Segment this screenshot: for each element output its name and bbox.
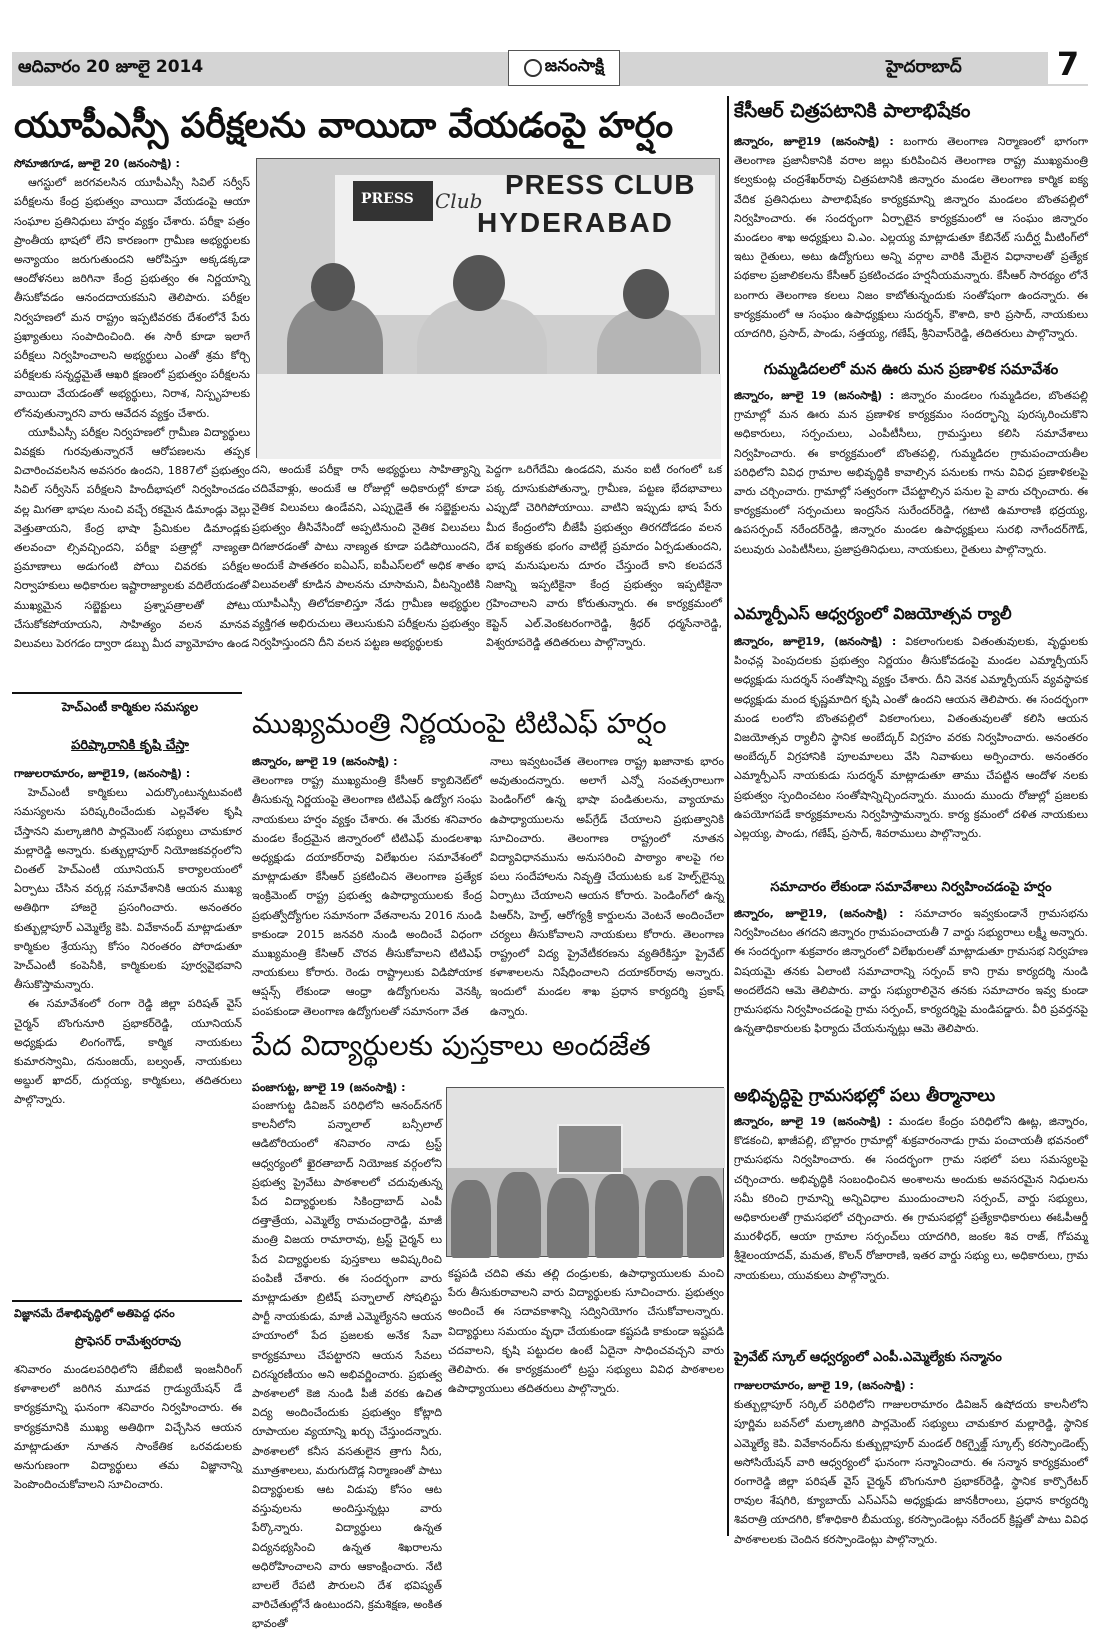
story-upsc-col1: [14, 154, 250, 706]
headline-gramasabha: అభివృద్ధిపై గ్రామసభల్లో పలు తీర్మానాలు: [734, 1086, 996, 1106]
story-gramasabha-body: [734, 1112, 1088, 1342]
story-kcr-body: [734, 132, 1088, 346]
person-figure: [645, 1180, 683, 1258]
issue-date: ఆదివారం 20 జూలై 2014: [18, 57, 204, 77]
headline-hmt: పరిష్కారానికి కృషి చేస్తా: [71, 738, 189, 753]
body-text: [734, 904, 1088, 1038]
body-text: జిన్నారం మండలం గుమ్మడిదల, బొంతపల్లి గ్రామాల్లో మన ఊరు మన ప్రణాళిక కార్యక్రమం సందర్భాన్ని పురస్కరించుకొని అధికారులు, సర్పంచులు, ఎంపీటీసీలు, గ్రామస్తులు కలిసి సమావేశాలు నిర్వహించారు. ఈ కార్యక్రమంలో బొంతపల్లి, గుమ్మడిదల గ్రామపంచాయతీల పరిధిలోని వివిధ గ్రామాల అభివృద్ధికి కావాల్సిన పనులకు గాను వివిధ ప్రణాళికలపై వారు చర్చించారు. గ్రామాల్లో సత్వరంగా చేపట్టాల్సిన పనుల పై వారు చర్చించారు. ఈ కార్యక్రమంలో సర్పంచులు ఇంద్రసేన సురేందర్‌రెడ్డి, గటాటి ఉమారాణి భద్రయ్య, ఉపసర్పంచ్ నరేందర్‌రెడ్డి, జిన్నారం మండల ఉపాధ్యక్షులు సురభి నాగేందర్‌గౌడ్, పలువురు ఎంపిటీసీలు, ప్రజాప్రతినిధులు, నాయకులు, రైతులు పాల్గొన్నారు.: [734, 389, 1088, 556]
book-distribution-photo: [446, 1087, 724, 1257]
story-samachara-body: [734, 904, 1088, 1080]
person-head: [453, 255, 505, 311]
headline-vignana: ప్రొఫెసర్ రామేశ్వరరావు: [75, 1334, 181, 1348]
dateline: గాజులరామారం, జూలై 19, (జనంసాక్షి) :: [734, 1379, 914, 1392]
story-vignana-body: శనివారం మండలపరిధిలోని జేబీఐటీ ఇంజనీరింగ్ కళాశాలలో జరిగిన మూడవ గ్రాడ్యుయేషన్ డే కార్యక్రమాన్ని ఘనంగా శనివారం నిర్వహించారు. ఈ కార్యక్రమానికి ముఖ్య అతిథిగా విచ్చేసిన ఆయన మాట్లాడుతూ నూతన సాంకేతిక ఒరవడులకు అనుగుణంగా విద్యార్థులు తమ విజ్ఞానాన్ని పెంపొందించుకోవాలని సూచించారు.: [14, 1363, 242, 1492]
body-text: తెలంగాణ రాష్ట్ర ముఖ్యమంత్రి కేసీఆర్ క్యాబినెట్‌లో తీసుకున్న నిర్ణయంపై తెలంగాణ టిటిఎఫ్ ఉద్యోగ సంఘ నాయకులు హర్షం వ్యక్తం చేశారు. ఈ మేరకు శనివారం మండల కేంద్రమైన జిన్నారంలో టిటిఎఫ్ మండలశాఖ అధ్యక్షుడు దయాకర్‌రావు విలేఖరుల సమావేశంలో మాట్లాడుతూ కేసీఆర్ ప్రకటించిన తెలంగాణ ప్రత్యేక ఇంక్రిమెంట్ రాష్ట్ర ప్రభుత్వ ఉపాధ్యాయులకు కేంద్ర ప్రభుత్వోద్యోగుల సమానంగా వేతనాలను 2016 నుండి కాకుండా 2015 జనవరి నుండి అందించే విధంగా ముఖ్యమంత్రి కేసిఆర్ చొరవ తీసుకోవాలని టిటిఎఫ్ నాయకులు కోరారు. రెండు రాష్ట్రాలుకు విడిపోయాక ఆప్షన్స్ లేకుండా ఆంధ్రా ఉద్యోగులను వెనక్కి పంపకుండా తెలంగాణ ఉద్యోగులతో సమానంగా వేత: [252, 774, 482, 1018]
person-head: [311, 263, 355, 311]
dateline: జిన్నారం, జూలై 19 (జనంసాక్షి) :: [252, 755, 398, 768]
story-tf-col1: [252, 752, 482, 1018]
dateline: జిన్నారం, జూలై19 (జనంసాక్షి) :: [734, 135, 894, 148]
person-figure: [547, 1178, 589, 1258]
edition-city: హైదరాబాద్: [886, 57, 962, 77]
story-upsc-col3: పెద్దగా ఒరిగేదేమి ఉండదని, మనం ఐటీ రంగంలో ఒక పక్క దూసుకుపోతున్నా, గ్రామీణ, పట్టణ భేదభావాలు ఎప్పుడో చెరిగిపోయాయి. వాటిని ఇప్పుడు భాష పేరు మీద కేంద్రంలోని బీజేపీ ప్రభుత్వం తిరగదోడడం వలన దేశ ఐక్యతకు భంగం వాటిల్లే ప్రమాదం ఏర్పడుతుందని, భాష మనుషులను దూరం చేస్తుందే కాని కలపదనే నిజాన్ని ఇప్పటికైనా కేంద్ర ప్రభుత్వం ఇప్పటికైనా గ్రహించాలని వారు కోరుతున్నారు. ఈ కార్యక్రమంలో కెప్టెన్ ఎల్.వెంకటరంగారెడ్డి, శ్రీధర్ ధర్మసేనారెడ్డి, విశ్వరూపరెడ్డి తదితరులు పాల్గొన్నారు.: [486, 463, 722, 649]
column-divider: [727, 96, 729, 1536]
dateline: జిన్నారం, జూలై19, (జనంసాక్షి) :: [734, 907, 904, 920]
dateline: జిన్నారం, జూలై 19 (జనంసాక్షి) :: [734, 1115, 893, 1128]
body-text: సమాచారం ఇవ్వకుండానే గ్రామసభను నిర్వహించటం తగదని జిన్నారం గ్రామపంచాయతీ 7 వార్డు సభ్యురాలు లక్ష్మీ అన్నారు. ఈ సందర్భంగా శుక్రవారం జిన్నారంలో విలేఖరులతో మాట్లాడుతూ గ్రామసభ నిర్వహణ విషయమై తనకు ఏలాంటి సమాచారాన్ని సర్పంచ్ కాని గ్రామ కార్యదర్శి నుండి అందలేదని ఆమె తెలిపారు. వార్డు సభ్యురాలినైన తనకు సమాచారం ఇవ్వ కుండా గ్రామసభను నిర్వహించడంపై గ్రామ సర్పంచ్, కార్యదర్శిపై మండిపడ్డారు. వీరి ప్రవర్తనపై ఉన్నతాధికారులకు ఫిర్యాదు చేయనున్నట్లు ఆమె తెలిపారు.: [734, 907, 1088, 1036]
story-hmt-body: [14, 764, 242, 1284]
headline-books: పేద విద్యార్థులకు పుస్తకాలు అందజేత: [252, 1029, 651, 1062]
person-figure: [497, 1172, 541, 1258]
headline-gummadidala: గుమ్మడిదలలో మన ఊరు మన ప్రణాళిక సమావేశం: [763, 360, 1059, 378]
story-mrps-body: [734, 632, 1088, 864]
body-text: [734, 632, 1088, 843]
headline-samachara: సమాచారం లేకుండా సమావేశాలు నిర్వహించడంపై హర్షం: [770, 880, 1052, 895]
person-head: [623, 269, 669, 319]
club-script: Club: [435, 189, 483, 213]
kicker-hmt: హెచ్ఎంటీ కార్మికుల సమస్యల: [61, 700, 199, 714]
page-number: 7: [1048, 44, 1088, 84]
story-upsc-col2: దని, అందుకే పరీక్షా రాసే అభ్యర్థులు సాహిత్యాన్ని చదివేవాళ్లు, అందుకే ఆ రోజుల్లో అధికారుల్లో కూడా నైతిక విలువలు ఉండేవని, ఎప్పుడైతే ఈ సబ్జెక్టులను ప్రభుత్వం తీసివేసిందో అప్పటినుంచి నైతిక విలువలు దిగజారడంతో పాటు నాణ్యత కూడా పడిపోయిందని, అందుకే పాతతరం ఐఏఎస్, ఐపీఎస్‌లలో అధిక శాతం విలువలతో కూడిన పాలనను చూసామని, వీటన్నింటికి యూపీఎస్సీ తిలోదకాలిస్తూ నేడు గ్రామీణ అభ్యర్థుల వ్యక్తిగత అభిరుచులు తెలుసుకుని పరీక్షలను ప్రభుత్వం నిర్వహిస్తుందని దీని వలన పట్టణ అభ్యర్థులకు: [252, 463, 480, 649]
masthead-emblem-icon: [524, 59, 542, 77]
body-text: యూపీఎస్సీ పరీక్షల నిర్వహణలో గ్రామీణ విద్యార్థులు వివక్షకు గురవుతున్నారనే ఆరోపణలను తప్పక విచారించవలసిన అవసరం ఉందని, 1887లో ప్రభుత్వం సివిల్ సర్వీసెస్ పరీక్షలని హిందీభాషలో నిర్వహించడం వల్ల మిగతా భాషల నుంచి వచ్చే రకమైన డిమాండ్లు వెల్లు వెత్తుతాయని, కేంద్ర భాషా ప్రేమికుల డిమాండ్లకు తలవంచా ల్సివచ్చిందని, పరీక్షా పత్రాల్లో నాణ్యతా ప్రమాణాలు అడుగంటి పోయి చివరకు పరీక్షల నిర్వాహకులు అధికారుల ఇష్టారాజ్యాలకు వదిలేయడంతో ముఖ్యమైన సబ్జెక్టులు ప్రశ్నాపత్రాలతో పోటు చేసుకోకపోయాయని, సాహిత్యం వలన మానవ విలువలు పెరగడం ద్వారా డబ్బు మీద వ్యామోహం ఉండ: [14, 425, 250, 651]
masthead-name: జనంసాక్షి: [544, 56, 605, 76]
body-text: ఈ సమావేశంలో రంగా రెడ్డి జిల్లా పరిషత్ వైస్ చైర్మన్ బొంగునూరి ప్రభాకర్‌రెడ్డి, యూనియన్ అధ్యక్షుడు లింగంగౌడ్, కార్మిక నాయకులు కుమారస్వామి, దనుంజయ్, బల్వంత్, నాయకులు అబ్దుల్ ఖాదర్, దుర్గయ్య, కార్మికులు, తదితరులు పాల్గొన్నారు.: [14, 997, 242, 1107]
headline-mrps: ఎమ్మార్పీఎస్ ఆధ్వర్యంలో విజయోత్సవ ర్యాలీ: [734, 604, 1012, 623]
press-table: [257, 374, 721, 459]
person-figure: [451, 1180, 491, 1258]
dateline: సోమాజిగూడ, జూలై 20 (జనంసాక్షి) :: [14, 157, 180, 170]
body-text: బంగారు తెలంగాణ నిర్మాణంలో భాగంగా తెలంగాణ ప్రజానీకానికి వరాల జల్లు కురిపించిన తెలంగాణ రాష్ట్ర ముఖ్యమంత్రి కల్వకుంట్ల చంద్రశేఖర్‌రావు చిత్రపటానికి జిన్నారం మండల తెలంగాణ కార్మిక ఐక్య వేదిక ప్రతినిధులు పాలాభిషేకం కార్యక్రమాన్ని జిన్నారం మండలం బొంతపల్లిలో నిర్వహించారు. ఈ సందర్భంగా ఏర్పాటైన కార్యక్రమంలో ఆ సంఘం జిన్నారం మండలం శాఖ అధ్యక్షులు వి.ఎం. ఎల్లయ్య మాట్లాడుతూ కేబినేట్ సుదీర్ఘ మీటింగ్‌లో ఇటు రైతులు, అటు ఉద్యోగులు అన్ని వర్గాల వారికి మేలైన విధానాలతో ప్రత్యేక పథకాల ప్రజాలికలను కేసీఆర్ ప్రకటించడం హర్షనీయమన్నారు. కేసీఆర్ సారథ్యం లోనే బంగారు తెలంగాణ కలలు నిజం కాబోతున్నందుకు సంతోషంగా ఉందన్నారు. ఈ కార్యక్రమంలో ఆ సంఘం ఉపాధ్యక్షులు సుదర్శన్, కౌశాది, కారి ప్రసాద్, నాయకులు యాదగిరి, ప్రసాద్, పాండు, సత్తయ్య, గణేష్, శ్రీనివాస్‌రెడ్డి, తదితరులు పాల్గొన్నారు.: [734, 135, 1089, 341]
story-gummadidala-body: [734, 386, 1088, 592]
body-text: కుత్బుల్లాపూర్ సర్కిల్ పరిధిలోని గాజులరామారం డివిజన్ ఉషోదయ కాలనీలోని పూర్ణిమ బవన్‌లో మల్కాజిగిరి పార్లమెంట్ సభ్యులు చామకూర మల్లారెడ్డి, స్థానిక ఎమ్మెల్యే కెపి. వివేకానంద్‌ను కుత్బుల్లాపూర్ మండల్ రికగ్నైజ్డ్ స్కూల్స్ కరస్పాండెంట్స్ అసోసియేషన్ వారి ఆధ్వర్యంలో ఘనంగా సన్మానించారు. ఈ సన్మాన కార్యక్రమంలో రంగారెడ్డి జిల్లా పరిషత్ వైస్ చైర్మన్ బొంగునూరి ప్రభాకర్‌రెడ్డి, స్థానిక కార్పొరేటర్ రావుల శేషగిరి, క్యూబాయ్ ఎస్‌ఎస్ఏ అధ్యక్షుడు జానకీరాంలు, ప్రధాన కార్యదర్శి శివరాత్రి యాదగిరి, కోశాధికారి బీమయ్య, కరస్పాండెంట్లు నరేందర్ క్రిష్ణతో పాటు వివిధ పాఠశాలలకు చెందిన కరస్పాండెంట్లు పాల్గొన్నారు.: [734, 1398, 1088, 1546]
dateline: పంజాగుట్ట, జూలై 19 (జనంసాక్షి) :: [252, 1081, 406, 1094]
hyderabad-text: HYDERABAD: [477, 207, 674, 238]
headline-private: ప్రైవేట్ స్కూల్ ఆధ్వర్యంలో ఎంపీ.ఎమ్మెల్యేకు సన్మానం: [734, 1350, 1002, 1365]
person-figure: [687, 1176, 723, 1258]
body-text: వికలాంగులకు వితంతువులకు, వృద్ధులకు పింఛన్ల పెంపుదలకు ప్రభుత్వం నిర్ణయం తీసుకోవడంపై మండల ఎమ్మార్పీయస్ అధ్యక్షుడు సుదర్శన్ సంతోషాన్ని వ్యక్తం చేశారు. దీని వెనక ఎమ్మార్పీయస్ వ్యవస్థాపక అధ్యక్షుడు మంద కృష్ణమాదిగ కృషి ఎంతో ఉందని ఆయన తెలిపారు. ఈ సందర్భంగా మండ లంలోని బొంతపల్లిలో వికలాంగులు, వితంతువులతో కలిసి ఆయన విజయోత్సవ ర్యాలీని స్థానిక అంబేద్కర్ విగ్రహం వరకు నిర్వహించారు. అనంతరం అంబేద్కర్ విగ్రహానికి పూలమాలలు వేసి నివాళులు అర్పించారు. అనంతరం ఎమ్మార్పీఎస్ నాయకుడు సుదర్శన్ మాట్లాడుతూ తాము చేపట్టిన ఆందోళ నలకు ప్రభుత్వం స్పందించటం సంతోషాన్నిచ్చిందన్నారు. ముందు ముందు రోజుల్లో ప్రజలకు ఉపయోగపడే కార్యక్రమాలను నిర్వహిస్తామన్నారు. కార్య క్రమంలో దళిత నాయకులు ఎల్లయ్య, పాండు, గణేష్, ప్రసాద్, శివరాములు పాల్గొన్నారు.: [734, 635, 1088, 841]
headline-tf: ముఖ్యమంత్రి నిర్ణయంపై టిటిఎఫ్ హర్షం: [252, 707, 667, 740]
story-private-body: [734, 1376, 1088, 1546]
person-figure: [595, 1174, 639, 1258]
story-books-col1: పంజాగుట్ట డివిజన్ పరిధిలోని ఆనంద్‌నగర్ కాలనీలోని పన్నాలాల్ బన్సీలాల్ ఆడిటోరియంలో శనివారం నాడు ట్రస్ట్ ఆధ్వర్యంలో ఖైరతాబాద్ నియోజక వర్గంలోని ప్రభుత్వ ప్రైవేటు పాఠశాలలో చదువుతున్న పేద విద్యార్థులకు సికింద్రాబాద్ ఎంపీ దత్తాత్రేయ, ఎమ్మెల్యే రామచంద్రారెడ్డి, మాజీ మంత్రి విజయ రామారావు, ట్రస్ట్ చైర్మన్ లు పేద విద్యార్థులకు పుస్తకాలు అవిష్కరించి పంపిణీ చేశారు. ఈ సందర్భంగా వారు మాట్లాడుతూ బ్రిటిష్ పన్నాలాల్ సోషలిస్టు పార్టీ నాయకుడు, మాజీ ఎమ్మెల్యేనని ఆయన హయాంలో పేద ప్రజలకు అనేక సేవా కార్యక్రమాలు చేపట్టారని ఆయన సేవలు చిరస్మరణీయం అని అభివర్ణించారు. ప్రభుత్వ పాఠశాలలో కెజి నుండి పీజీ వరకు ఉచిత విద్య అందించేందుకు ప్రభుత్వం కోట్లాది రూపాయల వ్యయాన్ని ఖర్చు చేస్తుందన్నారు. పాఠశాలలో కనీస వసతులైన త్రాగు నీరు, మూత్రశాలలు, మరుగుదొడ్ల నిర్మాణంతో పాటు విద్యార్థులకు ఆట విడుపు కోసం ఆట వస్తువులను అందిస్తున్నట్లు వారు పేర్కొన్నారు. విద్యార్థులు ఉన్నత విద్యనభ్యసించి ఉన్నత శిఖరాలను అధిరోహించాలని వారు ఆకాంక్షించారు. నేటి బాలలే రేపటి పౌరులని దేశ భవిష్యత్ వారిచేతుల్లోనే ఉంటుందని, క్రమశిక్షణ, అంకిత భావంతో: [252, 1099, 442, 1631]
section-rule: [12, 1300, 242, 1302]
body-text: [734, 1112, 1088, 1285]
masthead-logo: [508, 50, 620, 86]
body-text: [734, 386, 1088, 559]
body-text: హెచ్ఎంటీ కార్మికులు ఎదుర్కొంటున్నటువంటి సమస్యలను పరిష్కరించేందుకు ఎల్లవేళల కృషి చేస్తానని మల్కాజిగిరి పార్లమెంట్ సభ్యులు చామకూర మల్లారెడ్డి అన్నారు. కుత్బుల్లాపూర్ నియోజకవర్గంలోని చింతల్ హెచ్ఎంటీ యూనియన్ కార్యాలయంలో ఏర్పాటు చేసిన వర్కర్ల సమావేశానికి ఆయన ముఖ్య అతిథిగా హాజరై ప్రసంగించారు. అనంతరం కుత్బుల్లాపూర్ ఎమ్మెల్యే కెపి. వివేకానంద్ మాట్లాడుతూ కార్మికుల శ్రేయస్సు కోసం నిరంతరం పోరాడుతూ హెచ్ఎంటీ కంపెనీకి, కార్మికులకు పూర్వవైభవాని తీసుకొస్తామన్నారు.: [14, 786, 242, 992]
dateline: జిన్నారం, జూలై19, (జనంసాక్షి) :: [734, 635, 897, 648]
story-books-col2: కష్టపడి చదివి తమ తల్లి దండ్రులకు, ఉపాధ్యాయులకు మంచి పేరు తీసుకురావాలని వారు విద్యార్థులకు సూచించారు. ప్రభుత్వం అందించే ఈ సదావకాశాన్ని సద్వినియోగం చేసుకోవాలన్నారు. విద్యార్థులు సమయం వృధా చేయకుండా కష్టపడి కాకుండా ఇష్టపడి చదవాలని, కృషి పట్టుదల ఉంటే ఏదైనా సాధించవచ్చని వారు తెలిపారు. ఈ కార్యక్రమంలో ట్రస్టు సభ్యులు వివిధ పాఠశాలల ఉపాధ్యాయులు తదితరులు పాల్గొన్నారు.: [448, 1267, 724, 1396]
headline-upsc: యూపీఎస్సీ పరీక్షలను వాయిదా వేయడంపై హర్షం: [14, 105, 674, 146]
body-text: ఆగస్టులో జరగవలసిన యూపీఎస్సీ సివిల్ సర్వీస్ పరీక్షలను కేంద్ర ప్రభుత్వం వాయిదా వేయడంపై ఆయా సంఘాల ప్రతినిధులు హర్షం వ్యక్తం చేశారు. పరీక్షా పత్రం ప్రాంతీయ భాషలో లేని కారణంగా గ్రామీణ అభ్యర్థులకు అన్యాయం జరుగుతుందని ఆరోపిస్తూ అక్కడక్కడా ఆందోళనలు జరిగినా కేంద్ర ప్రభుత్వం ఈ నిర్ణయాన్ని తీసుకోవడం ఆనందదాయకమని తెలిపారు. పరీక్షల నిర్వహణలో మన రాష్ట్రం ఇప్పటివరకు దేశంలోనే పేరు ప్రఖ్యాతులు సంపాదించింది. ఈ సారీ కూడా ఇలాగే పరీక్షలు నిర్వహించాలని అభ్యర్థులు ఎంతో శ్రమ కోర్చి పరీక్షలకు సన్నద్ధమైతే ఆఖరి క్షణంలో ప్రభుత్వం పరీక్షలను వాయిదా వేయడంతో అభ్యర్థులు, నిరాశ, నిస్పృహలకు లోనవుతున్నారని వారు ఆవేదన వ్యక్తం చేశారు.: [14, 176, 250, 420]
dateline: జిన్నారం, జూలై 19 (జనంసాక్షి) :: [734, 389, 894, 402]
body-text: [734, 132, 1088, 343]
body-text: మండల కేంద్రం పరిధిలోని ఊట్ల, జిన్నారం, కొడకంచి, ఖాజీపల్లి, బొల్లారం గ్రామాల్లో శుక్రవారంనాడు గ్రామ పంచాయతీ భవనంలో గ్రామసభను నిర్వహించారు. ఈ సందర్భంగా గ్రామ సభలో పలు సమస్యలపై చర్చించారు. అభివృద్ధికి సంబంధించిన అంశాలను అందుకు అవసరమైన నిధులను సమీ కరించి గ్రామాన్ని అన్నివిధాల ముందుంచాలని సర్పంచ్, వార్డు సభ్యులు, అధికారులతో గ్రామసభలో చర్చించారు. ఈ గ్రామసభల్లో ప్రత్యేకాధికారులు ఈఓపీఆర్డీ మురళీధర్, ఆయా గ్రామాల సర్పంచ్‌లు యాదగిరి, జంకల శివ రాజ్, గోపమ్మ శ్రీశైలంయాదవ్, మమత, కొలన్ రోజారాణి, ఇతర వార్డు సభ్యు లు, అధికారులు, గ్రామ నాయకులు, యువకులు పాల్గొన్నారు.: [734, 1115, 1089, 1282]
press-club-text: PRESS CLUB: [505, 169, 696, 200]
press-club-photo: [256, 158, 720, 458]
portrait-frame: [557, 1124, 623, 1174]
story-tf-col2: నాలు ఇవ్వటంచేత తెలంగాణ రాష్ట్ర ఖజానాకు భారం అవుతుందన్నారు. అలాగే ఎన్నో సంవత్సరాలుగా పెండింగ్‌లో ఉన్న భాషా పండితులను, వ్యాయామ ఉపాధ్యాయులను అప్‌గ్రేడ్ చేయాలని ప్రభుత్వానికి సూచించారు. తెలంగాణ రాష్ట్రంలో నూతన విద్యావిధానమును అనుసరించి పాఠ్యాం శాలపై గల పలు సందేహాలను నివృత్తి చేయుటకు ఒక హెల్ప్‌లైన్ను ఏర్పాటు చేయాలని ఆయన కోరారు. పెండింగ్‌లో ఉన్న పిఆర్‌సి, హెల్త్, ఆరోగ్యశ్రీ కార్డులను వెంటనే అందించేలా చర్యలు తీసుకోవాలని నాయకులు కోరారు. తెలంగాణ రాష్ట్రంలో విద్య ప్రైవేటీకరణను వ్యతిరేకిస్తూ ప్రైవేట్ కళాశాలలను నిషేధించాలని దయాకర్‌రావు అన్నారు. ఇందులో మండల శాఖ ప్రధాన కార్యదర్శి ప్రకాష్ ఉన్నారు.: [490, 755, 724, 1018]
headline-kcr: కేసీఆర్ చిత్రపటానికి పాలాభిషేకం: [734, 100, 971, 122]
press-logo: PRESS: [353, 181, 433, 221]
kicker-vignana: విజ్ఞానమే దేశాభివృద్ధిలో అతిపెద్ద ధనం: [14, 1307, 175, 1320]
dateline: గాజులరామారం, జూలై19, (జనంసాక్షి) :: [14, 767, 191, 780]
page-header: [12, 45, 1088, 86]
